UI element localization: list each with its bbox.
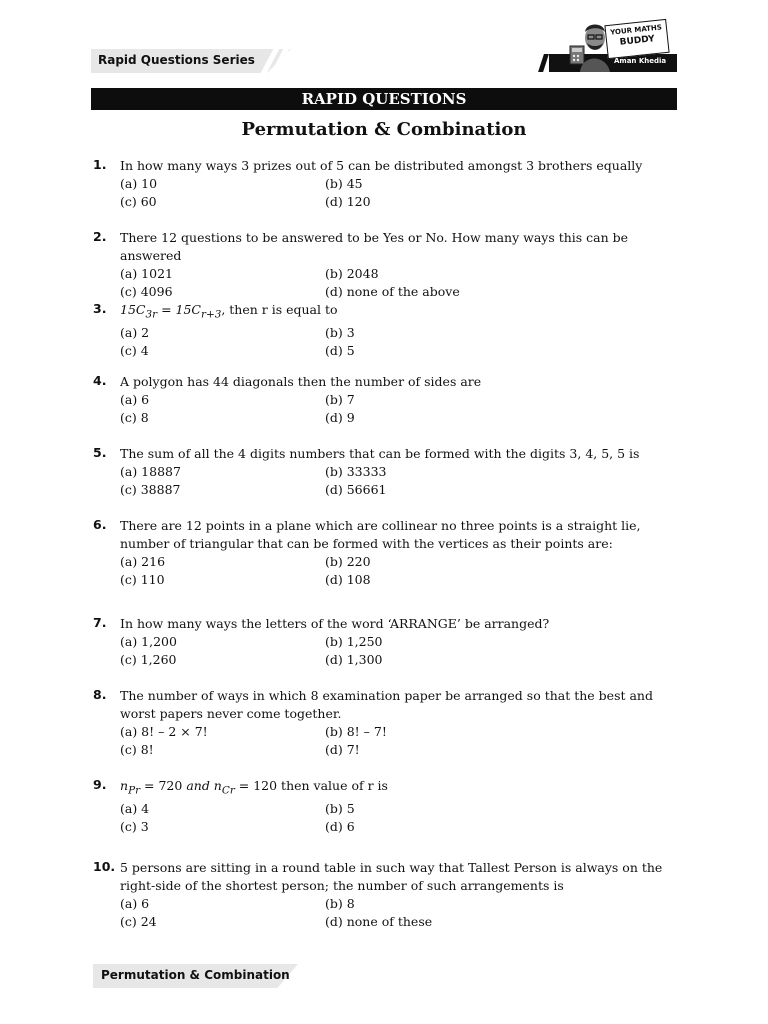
option-d: (d) 108: [325, 572, 371, 587]
option-c: (c) 4: [120, 342, 149, 358]
option-a: (a) 18887: [120, 464, 181, 479]
math-subscript: r+3: [201, 308, 222, 321]
option-a: (a) 6: [120, 392, 150, 407]
question-5: [93, 445, 683, 499]
question-stem: There 12 questions to be answered to be Yes or No. How many ways this can be answered: [120, 230, 629, 263]
question-stem: [120, 777, 683, 800]
question-4: [93, 373, 683, 427]
option-c: (c) 38887: [120, 482, 181, 497]
math-subscript: Pr: [128, 784, 141, 797]
option-c: (c) 8: [120, 410, 149, 425]
author-name: Aman Khedia: [614, 57, 667, 65]
question-8: [93, 687, 683, 759]
question-number: 5.: [93, 445, 107, 460]
option-c: (c) 8!: [120, 742, 154, 757]
option-b: (b) 7: [325, 392, 355, 407]
option-d: (d) 1,300: [325, 652, 383, 667]
option-d: (d) 5: [325, 342, 355, 358]
question-9: [93, 777, 683, 836]
question-stem: [120, 301, 683, 324]
question-stem: In how many ways the letters of the word ‘ARRANGE’ be arranged?: [120, 616, 550, 631]
option-d: (d) 6: [325, 818, 355, 834]
math-term: 15C: [175, 302, 201, 317]
question-number: 6.: [93, 517, 107, 532]
option-b: (b) 2048: [325, 266, 379, 281]
logo-card: [604, 19, 669, 59]
series-label: Rapid Questions Series: [98, 53, 255, 67]
option-c: (c) 24: [120, 914, 157, 929]
option-c: (c) 1,260: [120, 652, 177, 667]
question-number: 9.: [93, 777, 107, 792]
question-stem: The number of ways in which 8 examination paper be arranged so that the best and worst papers never come together.: [120, 688, 653, 721]
option-c: (c) 60: [120, 194, 157, 209]
page-title: RAPID QUESTIONS: [91, 88, 677, 110]
option-a: (a) 2: [120, 324, 150, 340]
question-number: 7.: [93, 615, 107, 630]
question-2: [93, 229, 683, 301]
option-a: (a) 1021: [120, 266, 173, 281]
option-b: (b) 3: [325, 324, 355, 340]
option-a: (a) 10: [120, 176, 158, 191]
question-1: [93, 157, 683, 211]
option-b: (b) 45: [325, 176, 363, 191]
option-c: (c) 110: [120, 572, 165, 587]
option-b: (b) 8! – 7!: [325, 724, 387, 739]
stem-text: then value of r is: [277, 778, 388, 793]
option-d: (d) 7!: [325, 742, 360, 757]
question-10: [93, 859, 683, 931]
math-subscript: 3r: [145, 308, 158, 321]
option-c: (c) 4096: [120, 284, 173, 299]
option-d: (d) none of these: [325, 914, 433, 929]
option-a: (a) 4: [120, 800, 150, 816]
option-d: (d) none of the above: [325, 284, 460, 299]
option-d: (d) 120: [325, 194, 371, 209]
math-term: n: [120, 778, 129, 793]
math-operator: = 120: [234, 778, 278, 793]
question-stem: 5 persons are sitting in a round table in such way that Tallest Person is always on the right-side of the shortest person; the number of such arrangements is: [120, 860, 663, 893]
question-6: [93, 517, 683, 589]
stem-text: , then r is equal to: [221, 302, 338, 317]
math-term: n: [209, 778, 222, 793]
question-stem: A polygon has 44 diagonals then the number of sides are: [120, 374, 482, 389]
option-a: (a) 216: [120, 554, 166, 569]
question-number: 4.: [93, 373, 107, 388]
question-7: [93, 615, 683, 669]
logo-stripe: [538, 54, 549, 72]
option-b: (b) 5: [325, 800, 355, 816]
footer-label: Permutation & Combination: [101, 968, 290, 982]
math-word: and: [186, 778, 210, 793]
option-c: (c) 3: [120, 818, 149, 834]
option-b: (b) 1,250: [325, 634, 383, 649]
logo-line2: BUDDY: [619, 34, 656, 48]
question-number: 3.: [93, 301, 107, 316]
math-operator: = 720: [140, 778, 187, 793]
option-a: (a) 6: [120, 896, 150, 911]
question-3: [93, 301, 683, 360]
option-b: (b) 220: [325, 554, 371, 569]
logo-line1: YOUR MATHS: [609, 23, 663, 37]
option-b: (b) 8: [325, 896, 355, 911]
math-operator: =: [157, 302, 176, 317]
question-stem: In how many ways 3 prizes out of 5 can be distributed amongst 3 brothers equally: [120, 158, 643, 173]
option-b: (b) 33333: [325, 464, 387, 479]
question-stem: The sum of all the 4 digits numbers that can be formed with the digits 3, 4, 5, 5 is: [120, 446, 640, 461]
question-number: 8.: [93, 687, 107, 702]
math-subscript: Cr: [221, 784, 235, 797]
question-number: 1.: [93, 157, 107, 172]
math-term: 15C: [120, 302, 146, 317]
option-d: (d) 56661: [325, 482, 387, 497]
question-number: 10.: [93, 859, 116, 874]
option-a: (a) 8! – 2 × 7!: [120, 724, 208, 739]
option-a: (a) 1,200: [120, 634, 177, 649]
question-stem: There are 12 points in a plane which are collinear no three points is a straight lie, number of triangular that can be formed with the vertices as their points are:: [120, 518, 641, 551]
question-number: 2.: [93, 229, 107, 244]
page-subtitle: Permutation & Combination: [241, 119, 527, 140]
option-d: (d) 9: [325, 410, 355, 425]
